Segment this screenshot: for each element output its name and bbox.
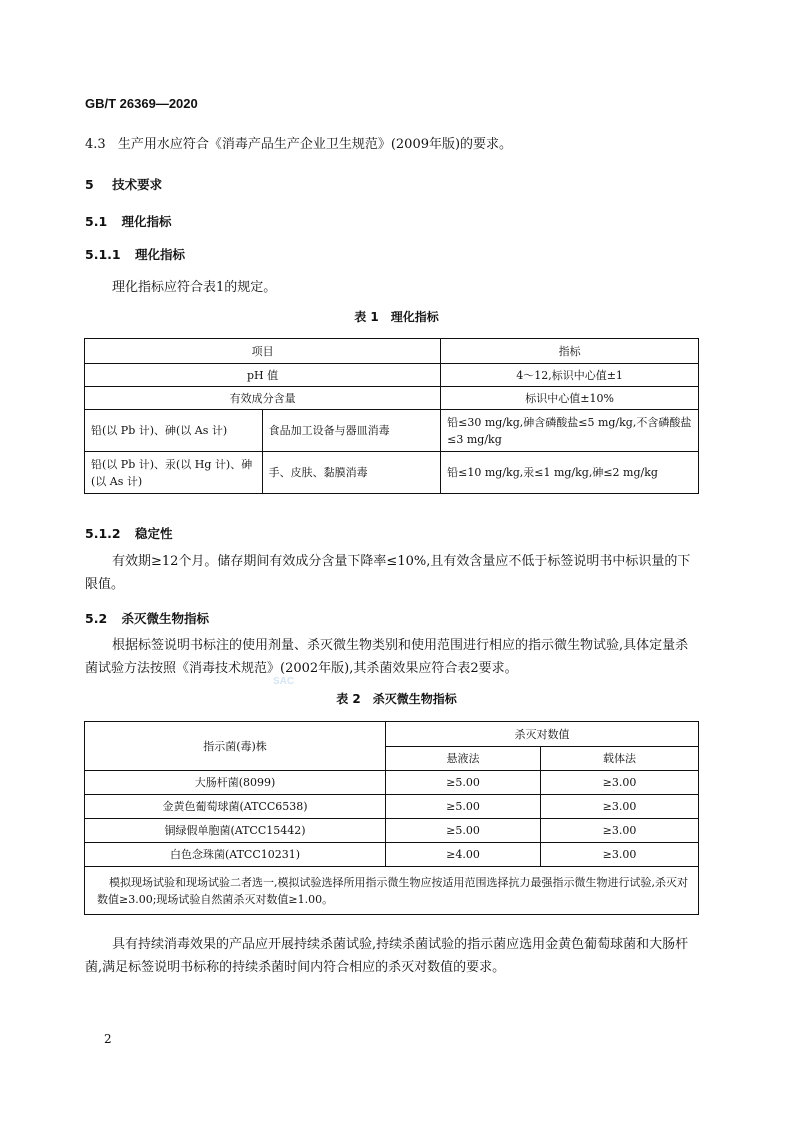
paragraph-5-1-2: 有效期≥12个月。储存期间有效成分含量下降率≤10%,且有效含量应不低于标签说明书中标识量的下限值。 [85, 554, 691, 592]
heading-5-2 [85, 609, 209, 627]
header-carrier: 载体法 [541, 747, 699, 771]
cell-organism: 铜绿假单胞菌(ATCC15442) [85, 819, 386, 843]
clause-text: 生产用水应符合《消毒产品生产企业卫生规范》(2009年版)的要求。 [117, 137, 513, 152]
cell-carrier: ≥3.00 [541, 771, 699, 795]
heading-number: 5.2 [85, 611, 108, 626]
heading-5-1-1 [85, 245, 185, 263]
heading-5 [85, 175, 162, 193]
table-note-row [85, 867, 699, 915]
header-suspension: 悬液法 [386, 747, 541, 771]
cell-carrier: ≥3.00 [541, 819, 699, 843]
table-row [85, 819, 699, 843]
heading-number: 5.1.2 [85, 526, 121, 541]
watermark-logo: SAC [273, 676, 295, 687]
clause-number: 4.3 [85, 137, 106, 152]
heading-number: 5 [85, 177, 94, 192]
header-organism: 指示菌(毒)株 [85, 722, 386, 771]
heading-5-1-2 [85, 524, 172, 542]
cell-suspension: ≥5.00 [386, 771, 541, 795]
clause-4-3 [85, 133, 512, 152]
cell-organism: 金黄色葡萄球菌(ATCC6538) [85, 795, 386, 819]
heading-title: 稳定性 [134, 526, 173, 541]
table-1 [84, 338, 699, 494]
heading-title: 杀灭微生物指标 [121, 611, 210, 626]
table-row [85, 795, 699, 819]
cell-scope: 手、皮肤、黏膜消毒 [262, 452, 441, 494]
heading-number: 5.1 [85, 214, 108, 229]
cell-value: 4～12,标识中心值±1 [441, 364, 699, 387]
cell-value: 铅≤10 mg/kg,汞≤1 mg/kg,砷≤2 mg/kg [441, 452, 699, 494]
table-row [85, 843, 699, 867]
paragraph-5-2: 根据标签说明书标注的使用剂量、杀灭微生物类别和使用范围进行相应的指示微生物试验,具体定量杀菌试验方法按照《消毒技术规范》(2002年版),其杀菌效果应符合表2要求。 [85, 638, 689, 676]
cell-suspension: ≥4.00 [386, 843, 541, 867]
cell-item: 铅(以 Pb 计)、汞(以 Hg 计)、砷(以 As 计) [85, 452, 263, 494]
cell-item: 有效成分含量 [85, 387, 441, 410]
heading-title: 理化指标 [134, 247, 185, 262]
cell-scope: 食品加工设备与器皿消毒 [262, 410, 441, 452]
cell-value: 标识中心值±10% [441, 387, 699, 410]
cell-suspension: ≥5.00 [386, 819, 541, 843]
table-2-note: 模拟现场试验和现场试验二者选一,模拟试验选择所用指示微生物应按适用范围选择抗力最强指示微生物进行试验,杀灭对数值≥3.00;现场试验自然菌杀灭对数值≥1.00。 [85, 867, 699, 915]
table-row [85, 364, 699, 387]
page-number: 2 [104, 1032, 112, 1046]
table-row [85, 771, 699, 795]
cell-item: pH 值 [85, 364, 441, 387]
cell-organism: 大肠杆菌(8099) [85, 771, 386, 795]
table-2-caption: 表 2 杀灭微生物指标 [336, 692, 457, 706]
header-log-reduction: 杀灭对数值 [386, 722, 699, 747]
header-item: 项目 [85, 339, 441, 364]
heading-number: 5.1.1 [85, 247, 121, 262]
heading-title: 技术要求 [112, 177, 163, 192]
table-row [85, 452, 699, 494]
paragraph-closing: 具有持续消毒效果的产品应开展持续杀菌试验,持续杀菌试验的指示菌应选用金黄色葡萄球菌和大肠杆菌,满足标签说明书标称的持续杀菌时间内符合相应的杀灭对数值的要求。 [85, 937, 689, 975]
standard-number: GB/T 26369—2020 [85, 96, 198, 111]
heading-5-1 [85, 212, 172, 230]
heading-title: 理化指标 [121, 214, 172, 229]
table-1-caption: 表 1 理化指标 [354, 310, 439, 324]
paragraph-5-1-1: 理化指标应符合表1的规定。 [112, 280, 277, 295]
table-2 [84, 721, 699, 915]
table-header-row [85, 339, 699, 364]
cell-carrier: ≥3.00 [541, 795, 699, 819]
header-index: 指标 [441, 339, 699, 364]
table-header-row [85, 722, 699, 747]
cell-value: 铅≤30 mg/kg,砷含磷酸盐≤5 mg/kg,不含磷酸盐≤3 mg/kg [441, 410, 699, 452]
cell-carrier: ≥3.00 [541, 843, 699, 867]
table-row [85, 387, 699, 410]
cell-item: 铅(以 Pb 计)、砷(以 As 计) [85, 410, 263, 452]
table-row [85, 410, 699, 452]
cell-suspension: ≥5.00 [386, 795, 541, 819]
cell-organism: 白色念珠菌(ATCC10231) [85, 843, 386, 867]
